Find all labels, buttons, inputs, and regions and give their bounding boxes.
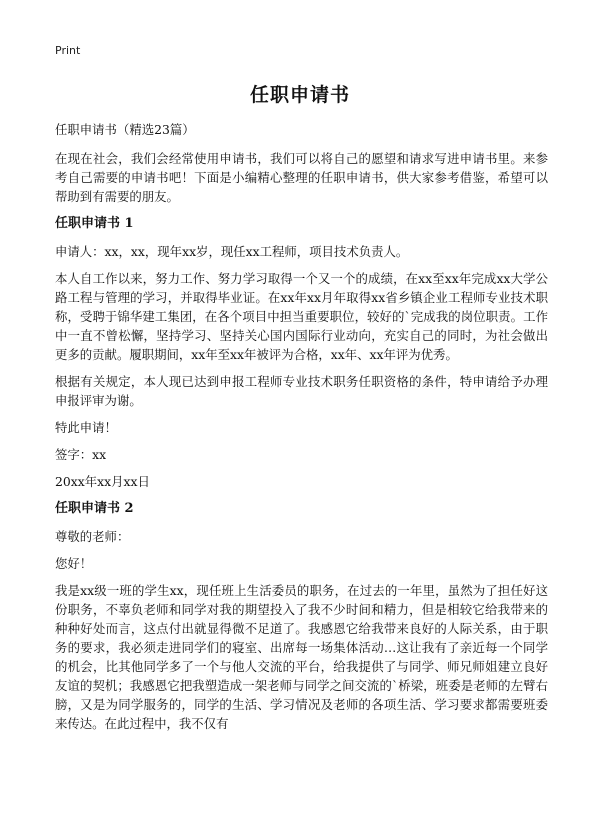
print-link[interactable]: Print: [55, 44, 81, 57]
section-2-salutation: 尊敬的老师：: [55, 529, 130, 544]
intro-paragraph: 在现在社会，我们会经常使用申请书，我们可以将自己的愿望和请求写进申请书里。来参考自己需要的申请书吧！下面是小编精心整理的任职申请书，供大家参考借鉴，希望可以帮助到有需要的朋友。: [55, 151, 548, 204]
section-1-request: 根据有关规定，本人现已达到申报工程师专业技术职务任职资格的条件，特申请给予办理申报评审为谢。: [55, 374, 548, 408]
section-2-number: 2: [124, 501, 134, 516]
section-2-body: 我是xx级一班的学生xx，现任班上生活委员的职务，在过去的一年里，虽然为了担任好这份职务，不辜负老师和同学对我的期望投入了我不少时间和精力，但是相较它给我带来的种种好处而言，这点付出就显得微不足道了。我感恩它给我带来良好的人际关系，由于职务的要求，我必须走进同学们的寝室、出席每一场集体活动…这让我有了亲近每一个同学的机会，比其他同学多了一个与他人交流的平台，给我提供了与同学、师兄师姐建立良好友谊的契机；我感恩它把我塑造成一架老师与同学之间交流的`桥梁，班委是老师的左臂右膀，又是为同学服务的，同学的生活、学习情况及老师的各项生活、学习要求都需要班委来传达。在此过程中，我不仅有: [55, 583, 548, 731]
document-body: [55, 120, 548, 741]
section-1-body: 本人自工作以来，努力工作、努力学习取得一个又一个的成绩，在xx至xx年完成xx大学公路工程与管理的学习，并取得毕业证。在xx年xx月年取得xx省乡镇企业工程师专业技术职称，受聘于锦华建工集团，在各个项目中担当重要职位，较好的`完成我的岗位职责。工作中一直不曾松懈，坚持学习、坚持关心国内国际行业动向，充实自己的同时，为社会做出更多的贡献。履职期间，xx年至xx年被评为合格，xx年、xx年评为优秀。: [55, 271, 548, 362]
section-1-signature: 签字：xx: [55, 447, 107, 462]
section-2-greeting: 您好！: [55, 556, 93, 571]
section-1-heading-text: 任职申请书: [55, 216, 121, 231]
document-subtitle: 任职申请书（精选23篇）: [55, 122, 195, 137]
section-1-applicant: 申请人：xx，xx，现年xx岁，现任xx工程师，项目技术负责人。: [55, 244, 409, 259]
page-title: 任职申请书: [249, 84, 350, 106]
section-1-date: 20xx年xx月xx日: [55, 474, 150, 489]
section-1-heading: [55, 214, 548, 234]
section-1-number: 1: [124, 216, 134, 231]
section-2-heading: [55, 499, 548, 519]
section-1-closing: 特此申请！: [55, 420, 117, 435]
section-2-heading-text: 任职申请书: [55, 501, 121, 516]
